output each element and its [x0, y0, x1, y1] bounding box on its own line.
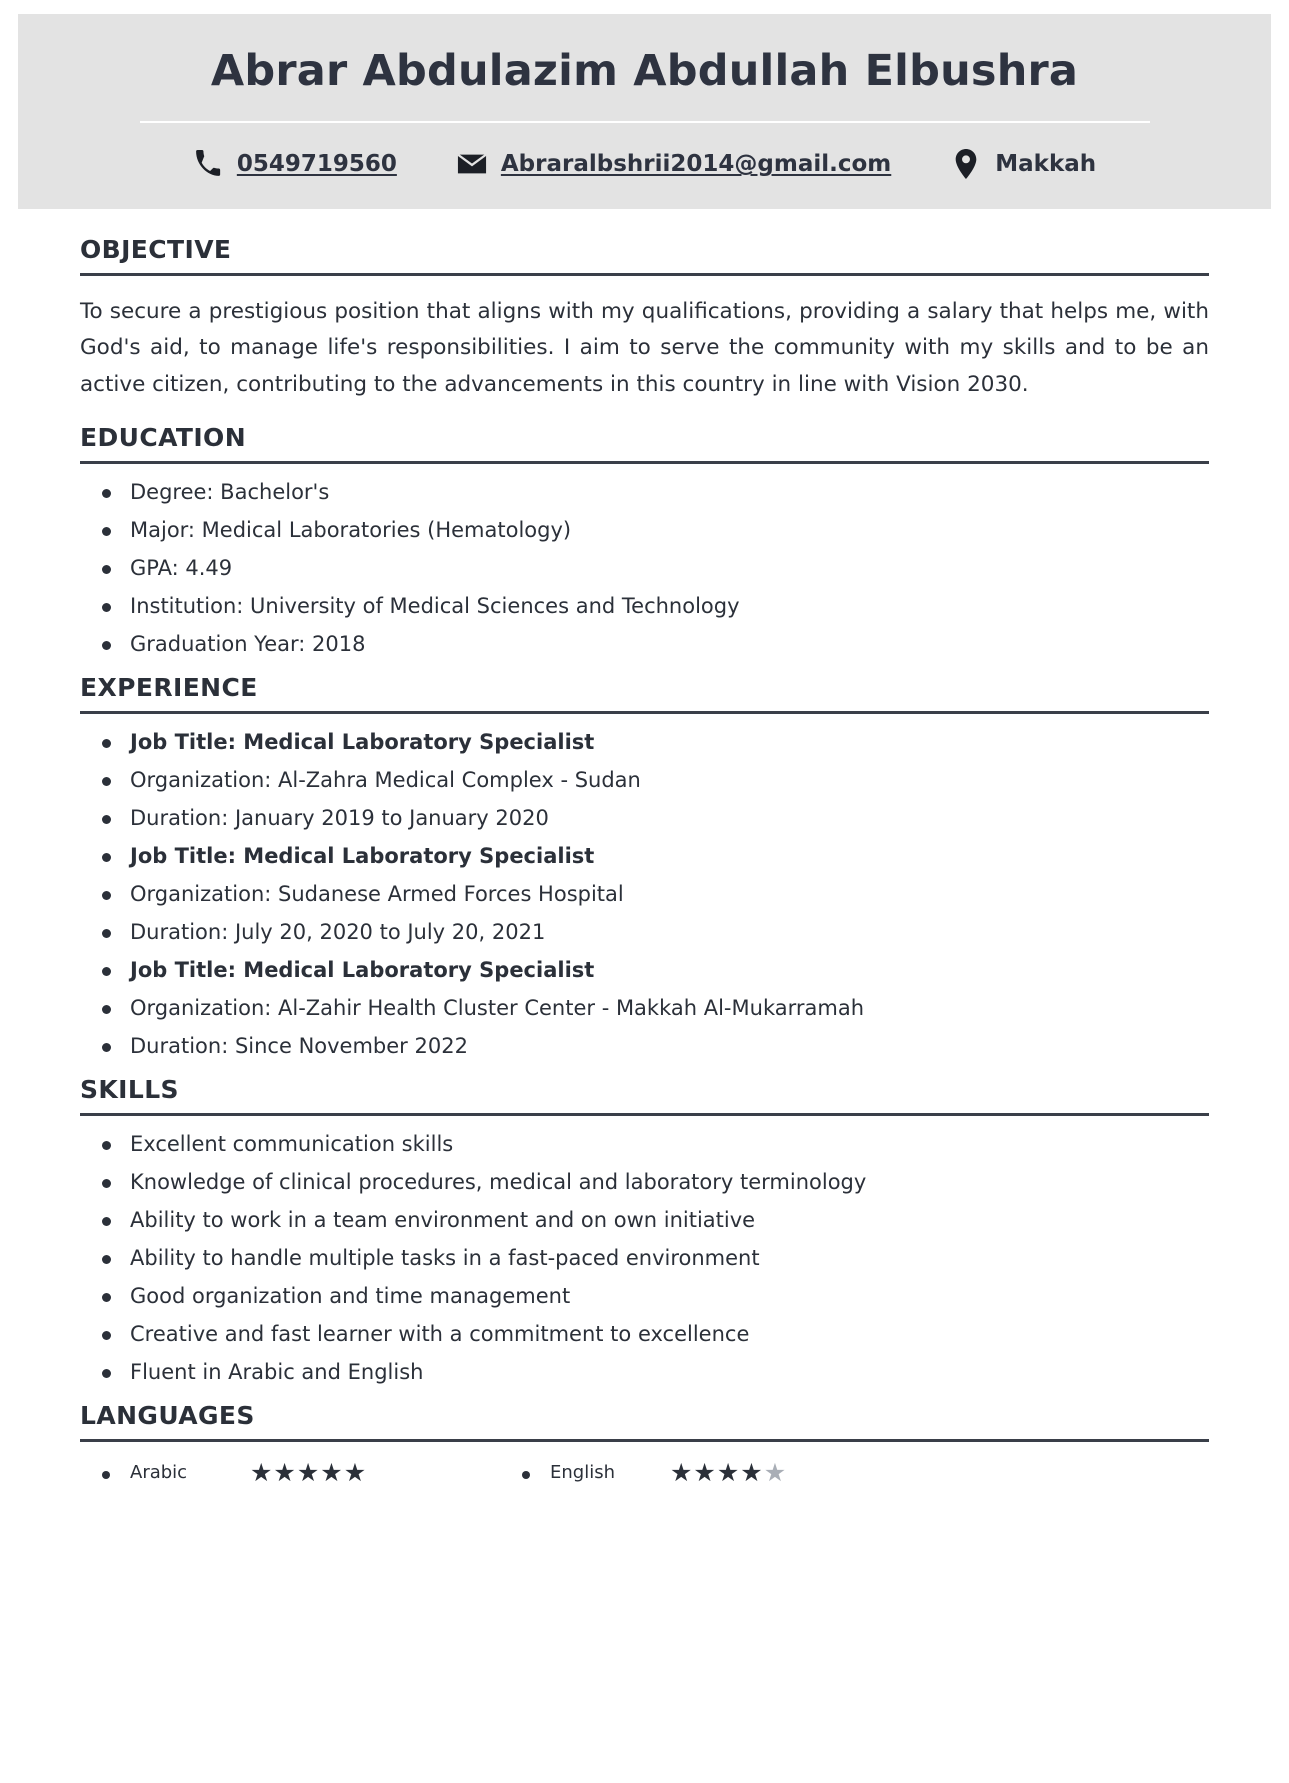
languages-list: [80, 1457, 1209, 1487]
phone-value: 0549719560: [236, 151, 397, 178]
list-item: Excellent communication skills: [94, 1134, 1209, 1155]
list-item: Fluent in Arabic and English: [94, 1362, 1209, 1383]
list-item: Ability to work in a team environment and on own initiative: [94, 1210, 1209, 1231]
list-item: Graduation Year: 2018: [94, 634, 1209, 655]
list-item: Duration: Since November 2022: [94, 1036, 1209, 1057]
list-item: [514, 1457, 934, 1487]
objective-text: To secure a prestigious position that aligns with my qualifications, providing a salary that helps me, with God's aid, to manage life's responsibilities. I aim to serve the community with my skills and to be an active citizen, contributing to the advancements in this country in line with Vision 2030.: [80, 299, 1209, 397]
contact-phone[interactable]: [193, 149, 397, 179]
section-experience: [80, 673, 1209, 1057]
list-item: Creative and fast learner with a commitment to excellence: [94, 1324, 1209, 1345]
list-item: Organization: Sudanese Armed Forces Hospital: [94, 884, 1209, 905]
list-item: GPA: 4.49: [94, 558, 1209, 579]
section-title-experience: EXPERIENCE: [80, 672, 258, 702]
section-education: [80, 423, 1209, 655]
contact-row: [58, 149, 1231, 179]
list-item: Major: Medical Laboratories (Hematology): [94, 520, 1209, 541]
email-value: Abraralbshrii2014@gmail.com: [500, 151, 892, 178]
list-item: Duration: January 2019 to January 2020: [94, 808, 1209, 829]
section-title-languages: LANGUAGES: [80, 1400, 255, 1430]
resume-sheet: [18, 14, 1271, 1783]
list-item: Knowledge of clinical procedures, medical and laboratory terminology: [94, 1172, 1209, 1193]
list-item: Good organization and time management: [94, 1286, 1209, 1307]
phone-icon: [193, 149, 223, 179]
section-rule-skills: [80, 1113, 1209, 1116]
list-item: Duration: July 20, 2020 to July 20, 2021: [94, 922, 1209, 943]
list-item: Ability to handle multiple tasks in a fast-paced environment: [94, 1248, 1209, 1269]
list-item: Institution: University of Medical Sciences and Technology: [94, 596, 1209, 617]
skills-list: [80, 1131, 1209, 1384]
section-rule-education: [80, 461, 1209, 464]
section-rule-experience: [80, 711, 1209, 714]
education-list: [80, 479, 1209, 656]
language-name: English: [550, 1461, 615, 1483]
list-item: Organization: Al-Zahra Medical Complex - Sudan: [94, 770, 1209, 791]
language-rating-stars: ★★★★★: [670, 1457, 788, 1487]
list-item: [94, 1457, 514, 1487]
list-item: Job Title: Medical Laboratory Specialist: [94, 732, 1209, 753]
section-objective: [80, 235, 1209, 402]
location-value: Makkah: [995, 151, 1097, 178]
section-title-objective: OBJECTIVE: [80, 235, 232, 265]
header-divider: [140, 121, 1150, 123]
envelope-icon: [457, 149, 487, 179]
section-rule-objective: [80, 273, 1209, 276]
list-item: Job Title: Medical Laboratory Specialist: [94, 846, 1209, 867]
section-languages: [80, 1401, 1209, 1485]
language-name: Arabic: [130, 1461, 188, 1483]
list-item: Degree: Bachelor's: [94, 482, 1209, 503]
contact-location: [951, 149, 1096, 179]
section-skills: [80, 1075, 1209, 1383]
contact-email[interactable]: [457, 149, 891, 179]
list-item: Job Title: Medical Laboratory Specialist: [94, 960, 1209, 981]
list-item: Organization: Al-Zahir Health Cluster Center - Makkah Al-Mukarramah: [94, 998, 1209, 1019]
section-title-skills: SKILLS: [80, 1074, 179, 1104]
resume-header: [18, 14, 1271, 209]
location-pin-icon: [951, 149, 981, 179]
section-title-education: EDUCATION: [80, 422, 247, 452]
resume-body: [18, 209, 1271, 1487]
experience-list: [80, 729, 1209, 1058]
language-rating-stars: ★★★★★: [250, 1457, 368, 1487]
page-title: Abrar Abdulazim Abdullah Elbushra: [210, 46, 1079, 96]
section-rule-languages: [80, 1439, 1209, 1442]
